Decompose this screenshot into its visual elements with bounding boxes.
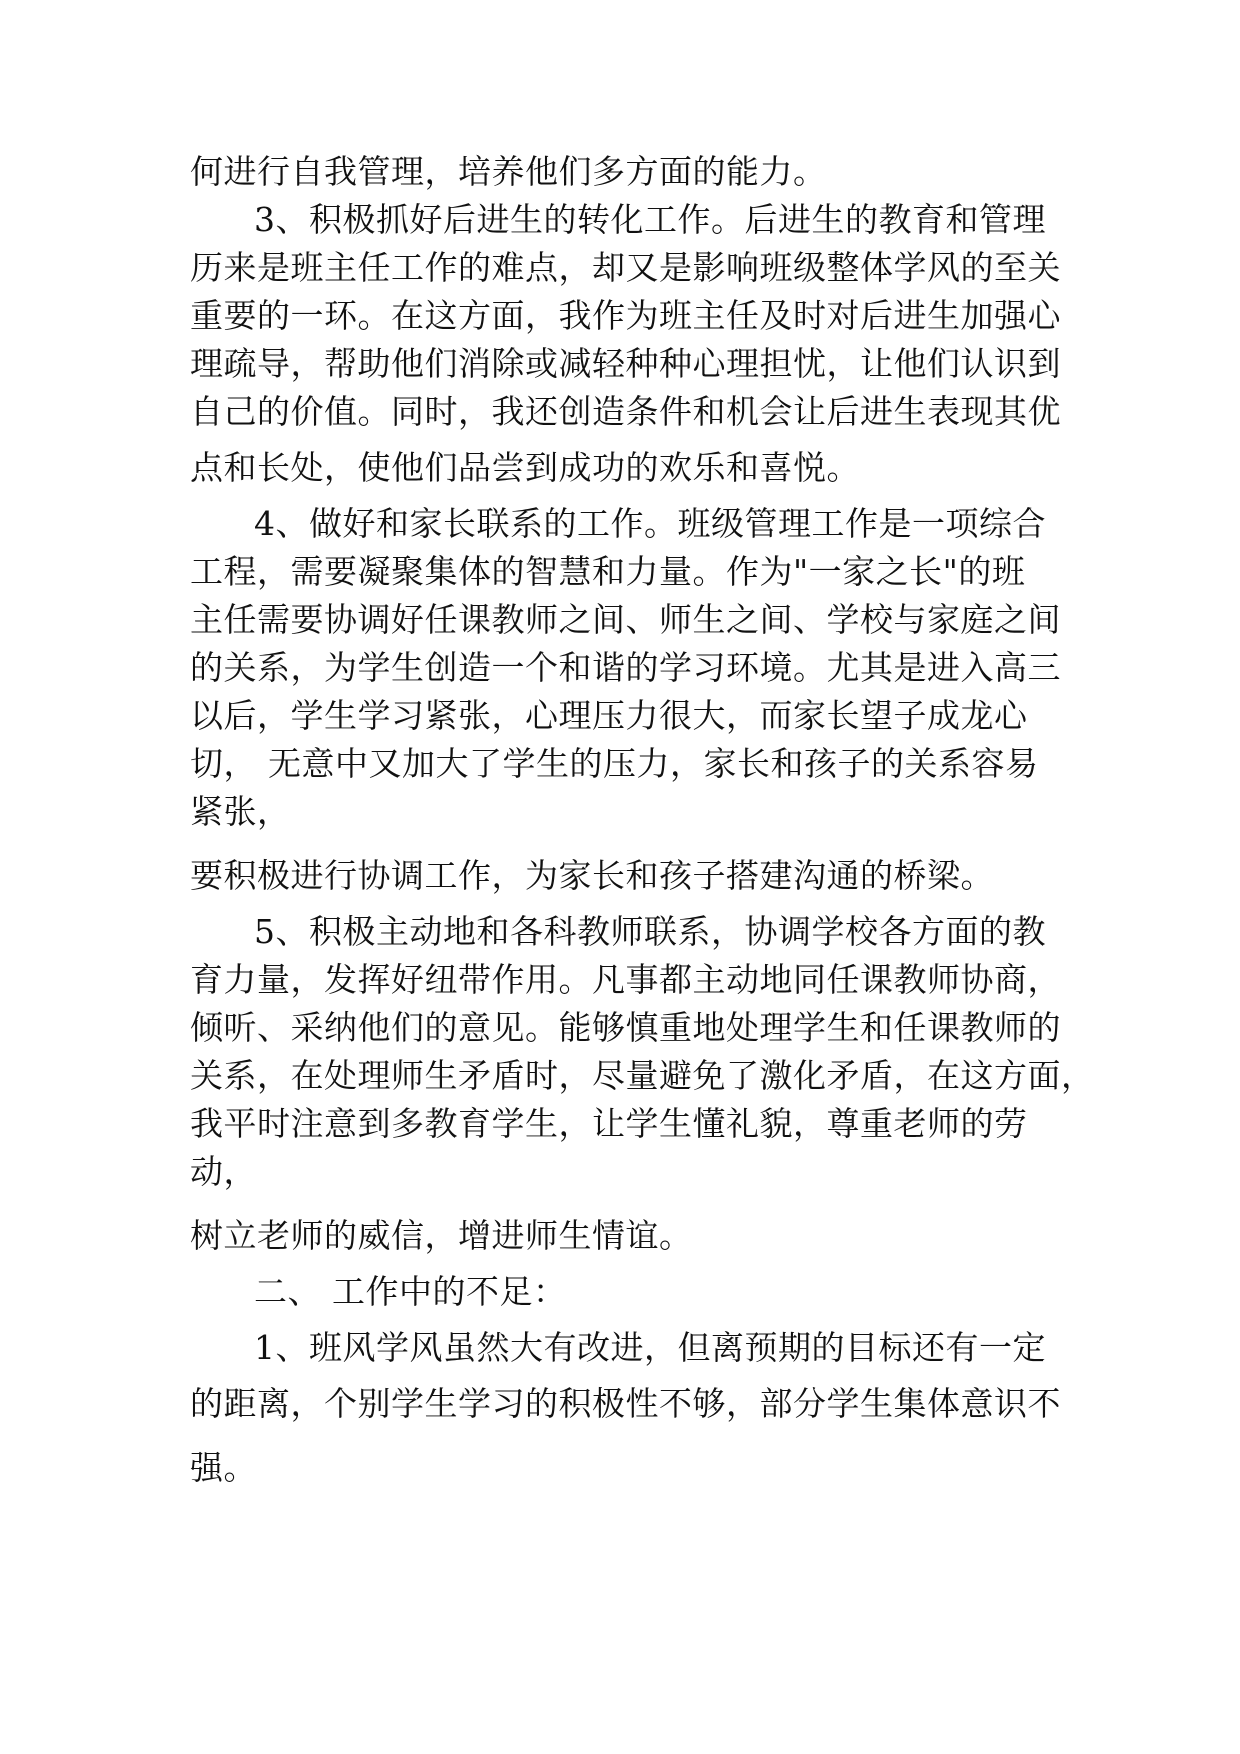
text-line: 动， — [190, 1152, 257, 1191]
text-line: 紧张， — [190, 792, 291, 831]
text-line: 何进行自我管理，培养他们多方面的能力。 — [190, 152, 827, 191]
text-line: 的关系，为学生创造一个和谐的学习环境。尤其是进入高三 — [190, 648, 1061, 687]
text-line: 工程，需要凝聚集体的智慧和力量。作为"一家之长"的班 — [190, 552, 1026, 591]
paragraph-start: 4、做好和家长联系的工作。班级管理工作是一项综合 — [254, 504, 1046, 543]
text-line: 要积极进行协调工作，为家长和孩子搭建沟通的桥梁。 — [190, 856, 994, 895]
text-line: 树立老师的威信，增进师生情谊。 — [190, 1216, 693, 1255]
text-line: 切， 无意中又加大了学生的压力，家长和孩子的关系容易 — [190, 744, 1039, 783]
paragraph-start: 5、积极主动地和各科教师联系，协调学校各方面的教 — [254, 912, 1046, 951]
text-line: 我平时注意到多教育学生，让学生懂礼貌，尊重老师的劳 — [190, 1104, 1028, 1143]
paragraph-start: 3、积极抓好后进生的转化工作。后进生的教育和管理 — [254, 200, 1046, 239]
text-line: 历来是班主任工作的难点，却又是影响班级整体学风的至关 — [190, 248, 1061, 287]
section-heading: 二、 工作中的不足： — [254, 1272, 567, 1311]
text-line: 主任需要协调好任课教师之间、师生之间、学校与家庭之间 — [190, 600, 1061, 639]
text-line: 关系，在处理师生矛盾时，尽量避免了激化矛盾，在这方面， — [190, 1056, 1095, 1095]
text-line: 强。 — [190, 1448, 257, 1487]
text-line: 的距离，个别学生学习的积极性不够，部分学生集体意识不 — [190, 1384, 1061, 1423]
text-line: 点和长处，使他们品尝到成功的欢乐和喜悦。 — [190, 448, 860, 487]
text-line: 育力量，发挥好纽带作用。凡事都主动地同任课教师协商， — [190, 960, 1061, 999]
text-line: 倾听、采纳他们的意见。能够慎重地处理学生和任课教师的 — [190, 1008, 1061, 1047]
text-line: 理疏导，帮助他们消除或减轻种种心理担忧，让他们认识到 — [190, 344, 1061, 383]
paragraph-start: 1、班风学风虽然大有改进，但离预期的目标还有一定 — [254, 1328, 1046, 1367]
text-line: 自己的价值。同时，我还创造条件和机会让后进生表现其优 — [190, 392, 1061, 431]
text-line: 以后，学生学习紧张，心理压力很大，而家长望子成龙心 — [190, 696, 1028, 735]
text-line: 重要的一环。在这方面，我作为班主任及时对后进生加强心 — [190, 296, 1061, 335]
